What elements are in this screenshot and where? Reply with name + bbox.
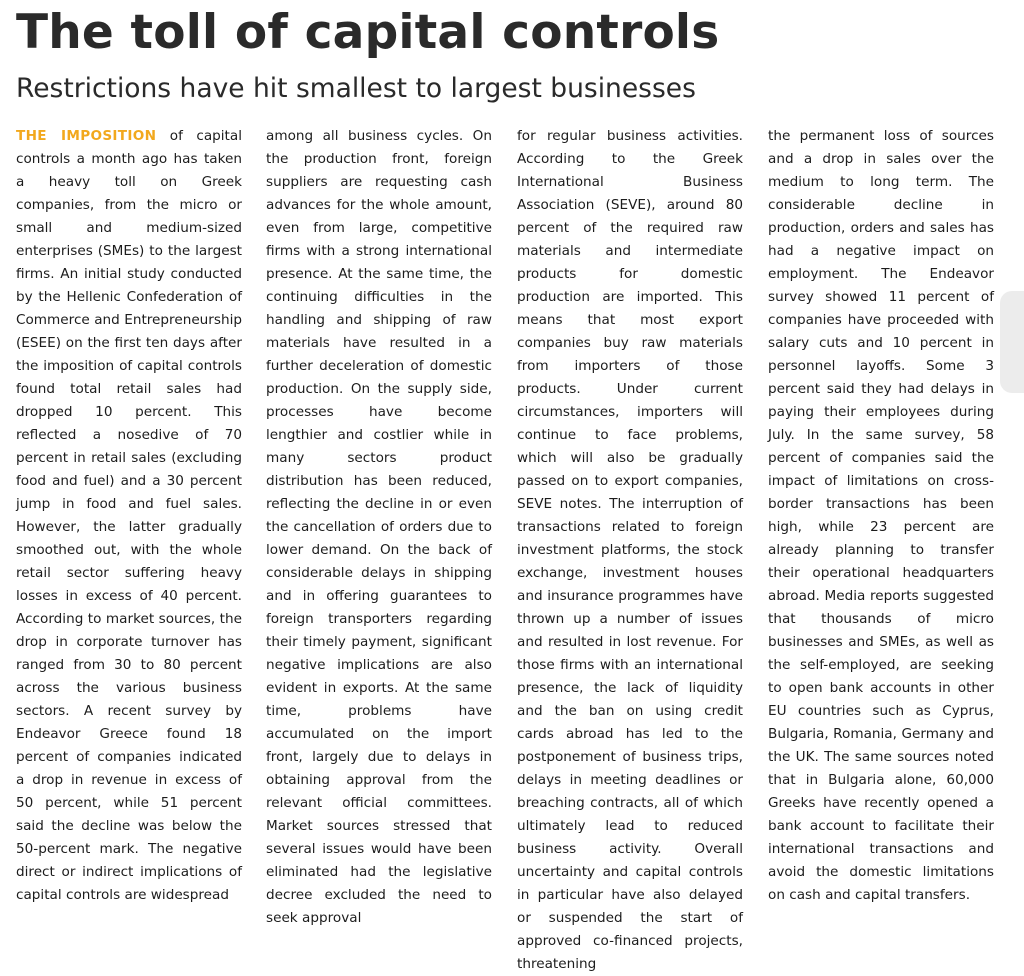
headline: The toll of capital controls [16, 5, 720, 60]
lead-in-text: THE IMPOSITION [16, 128, 157, 144]
article-column-4 [768, 125, 994, 907]
column-2-text: among all business cycles. On the production front, foreign suppliers are requesting cash advances for the whole amount, even from large, competitive firms with a strong international presence. At the same time, the continuing difficulties in the handling and shipping of raw materials have resulted in a further deceleration of domestic production. On the supply side, processes have become lengthier and costlier while in many sectors product distribution has been reduced, reflecting the decline in or even the cancellation of orders due to lower demand. On the back of considerable delays in shipping and in offering guarantees to foreign transporters regarding their timely payment, significant negative implications are also evident in exports. At the same time, problems have accumulated on the import front, largely due to delays in obtaining approval from the relevant official committees. Market sources stressed that several issues would have been eliminated had the legislative decree excluded the need to seek approval [266, 128, 492, 926]
column-3-text: for regular business activities. According to the Greek International Business Association (SEVE), around 80 percent of the required raw materials and intermediate products for domestic production are imported. This means that most export companies buy raw materials from importers of those products. Under current circumstances, importers will continue to face problems, which will also be gradually passed on to export companies, SEVE notes. The interruption of transactions related to foreign investment platforms, the stock exchange, investment houses and insurance programmes have thrown up a number of issues and resulted in lost revenue. For those firms with an international presence, the lack of liquidity and the ban on using credit cards abroad has led to the postponement of business trips, delays in meeting deadlines or breaching contracts, all of which ultimately lead to reduced business activity. Overall uncertainty and capital controls in particular have also delayed or suspended the start of approved co-financed projects, threatening [517, 128, 743, 972]
article-column-1 [16, 125, 242, 907]
article-column-3 [517, 125, 743, 976]
page-edge-tab [1000, 291, 1024, 393]
subheadline: Restrictions have hit smallest to largest businesses [16, 73, 696, 104]
article-column-2 [266, 125, 492, 930]
column-4-text: the permanent loss of sources and a drop in sales over the medium to long term. The considerable decline in production, orders and sales has had a negative impact on employment. The Endeavor survey showed 11 percent of companies have proceeded with salary cuts and 10 percent in personnel layoffs. Some 3 percent said they had delays in paying their employees during July. In the same survey, 58 percent of companies said the impact of limitations on cross-border transactions has been high, while 23 percent are already planning to transfer their operational headquarters abroad. Media reports suggested that thousands of micro businesses and SMEs, as well as the self-employed, are seeking to open bank accounts in other EU countries such as Cyprus, Bulgaria, Romania, Germany and the UK. The same sources noted that in Bulgaria alone, 60,000 Greeks have recently opened a bank account to facilitate their international transactions and avoid the domestic limitations on cash and capital transfers. [768, 128, 994, 903]
column-1-body: of capital controls a month ago has taken a heavy toll on Greek companies, from the micro or small and medium-sized enterprises (SMEs) to the largest firms. An initial study conducted by the Hellenic Confederation of Commerce and Entrepreneurship (ESEE) on the first ten days after the imposition of capital controls found total retail sales had dropped 10 percent. This reflected a nosedive of 70 percent in retail sales (excluding food and fuel) and a 30 percent jump in food and fuel sales. However, the latter gradually smoothed out, with the whole retail sector suffering heavy losses in excess of 40 percent. According to market sources, the drop in corporate turnover has ranged from 30 to 80 percent across the various business sectors. A recent survey by Endeavor Greece found 18 percent of companies indicated a drop in revenue in excess of 50 percent, while 51 percent said the decline was below the 50-percent mark. The negative direct or indirect implications of capital controls are widespread [16, 128, 242, 903]
column-1-text [16, 125, 242, 907]
